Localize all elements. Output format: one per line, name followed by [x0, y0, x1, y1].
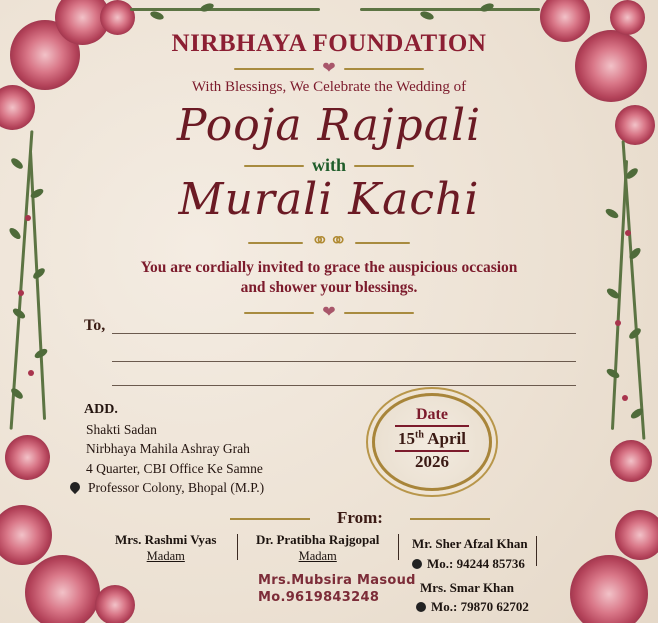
address-block [84, 400, 264, 498]
heart-icon: ❤ [322, 60, 336, 77]
divider [398, 534, 399, 560]
host-extra-name: Mrs.Mubsira Masoud [258, 573, 416, 588]
address-line-2: Nirbhaya Mahila Ashray Grah [86, 441, 250, 456]
host-3 [412, 536, 528, 552]
phone-icon [416, 602, 426, 612]
groom-name: Murali Kachi [178, 174, 480, 225]
recipient-line-1 [112, 333, 576, 334]
host-4-phone-row [416, 599, 529, 615]
address-line-4-row [86, 478, 264, 498]
date-label: Date [416, 406, 448, 423]
host-name: Mrs. Rashmi Vyas [115, 532, 217, 547]
connector-text: with [311, 155, 346, 175]
recipient-line-3 [112, 385, 576, 386]
host-phone: Mo.: 94244 85736 [427, 556, 525, 571]
host-extra-phone: Mo.9619843248 [258, 590, 380, 605]
blessing-text: With Blessings, We Celebrate the Wedding of [191, 79, 467, 95]
host-3-phone-row [412, 556, 525, 572]
phone-icon [412, 559, 422, 569]
invitation-line-1: You are cordially invited to grace the auspicious occasion [140, 259, 518, 276]
host-phone: Mo.: 79870 62702 [431, 599, 529, 614]
host-1 [115, 532, 217, 564]
address-line-3: 4 Quarter, CBI Office Ke Samne [86, 460, 263, 476]
divider [536, 536, 537, 566]
host-title: Madam [298, 549, 337, 563]
host-title: Madam [146, 549, 185, 563]
host-4 [420, 580, 514, 596]
host-name: Dr. Pratibha Rajgopal [256, 532, 380, 547]
organization-name: NIRBHAYA FOUNDATION [171, 30, 487, 57]
address-title: ADD. [84, 402, 118, 417]
to-label: To, [84, 317, 106, 334]
date-badge [372, 393, 492, 491]
invitation-line-2: and shower your blessings. [240, 279, 418, 296]
host-2 [256, 532, 379, 564]
date-day-month: 15th April [398, 429, 466, 448]
host-name: Mr. Sher Afzal Khan [412, 536, 528, 551]
recipient-line-2 [112, 361, 576, 362]
from-label: From: [337, 508, 383, 527]
host-name: Mrs. Smar Khan [420, 580, 515, 595]
address-line-1: Shakti Sadan [86, 421, 157, 437]
divider [237, 534, 238, 560]
date-year: 2026 [415, 452, 449, 471]
heart-ornament [0, 58, 658, 78]
wedding-rings-icon: ⚭⚭ [0, 228, 658, 254]
bride-name: Pooja Rajpali [176, 100, 482, 151]
heart-icon: ❤ [322, 304, 336, 321]
with-ornament [0, 155, 658, 176]
map-pin-icon [68, 480, 82, 494]
address-line-4: Professor Colony, Bhopal (M.P.) [88, 480, 265, 495]
